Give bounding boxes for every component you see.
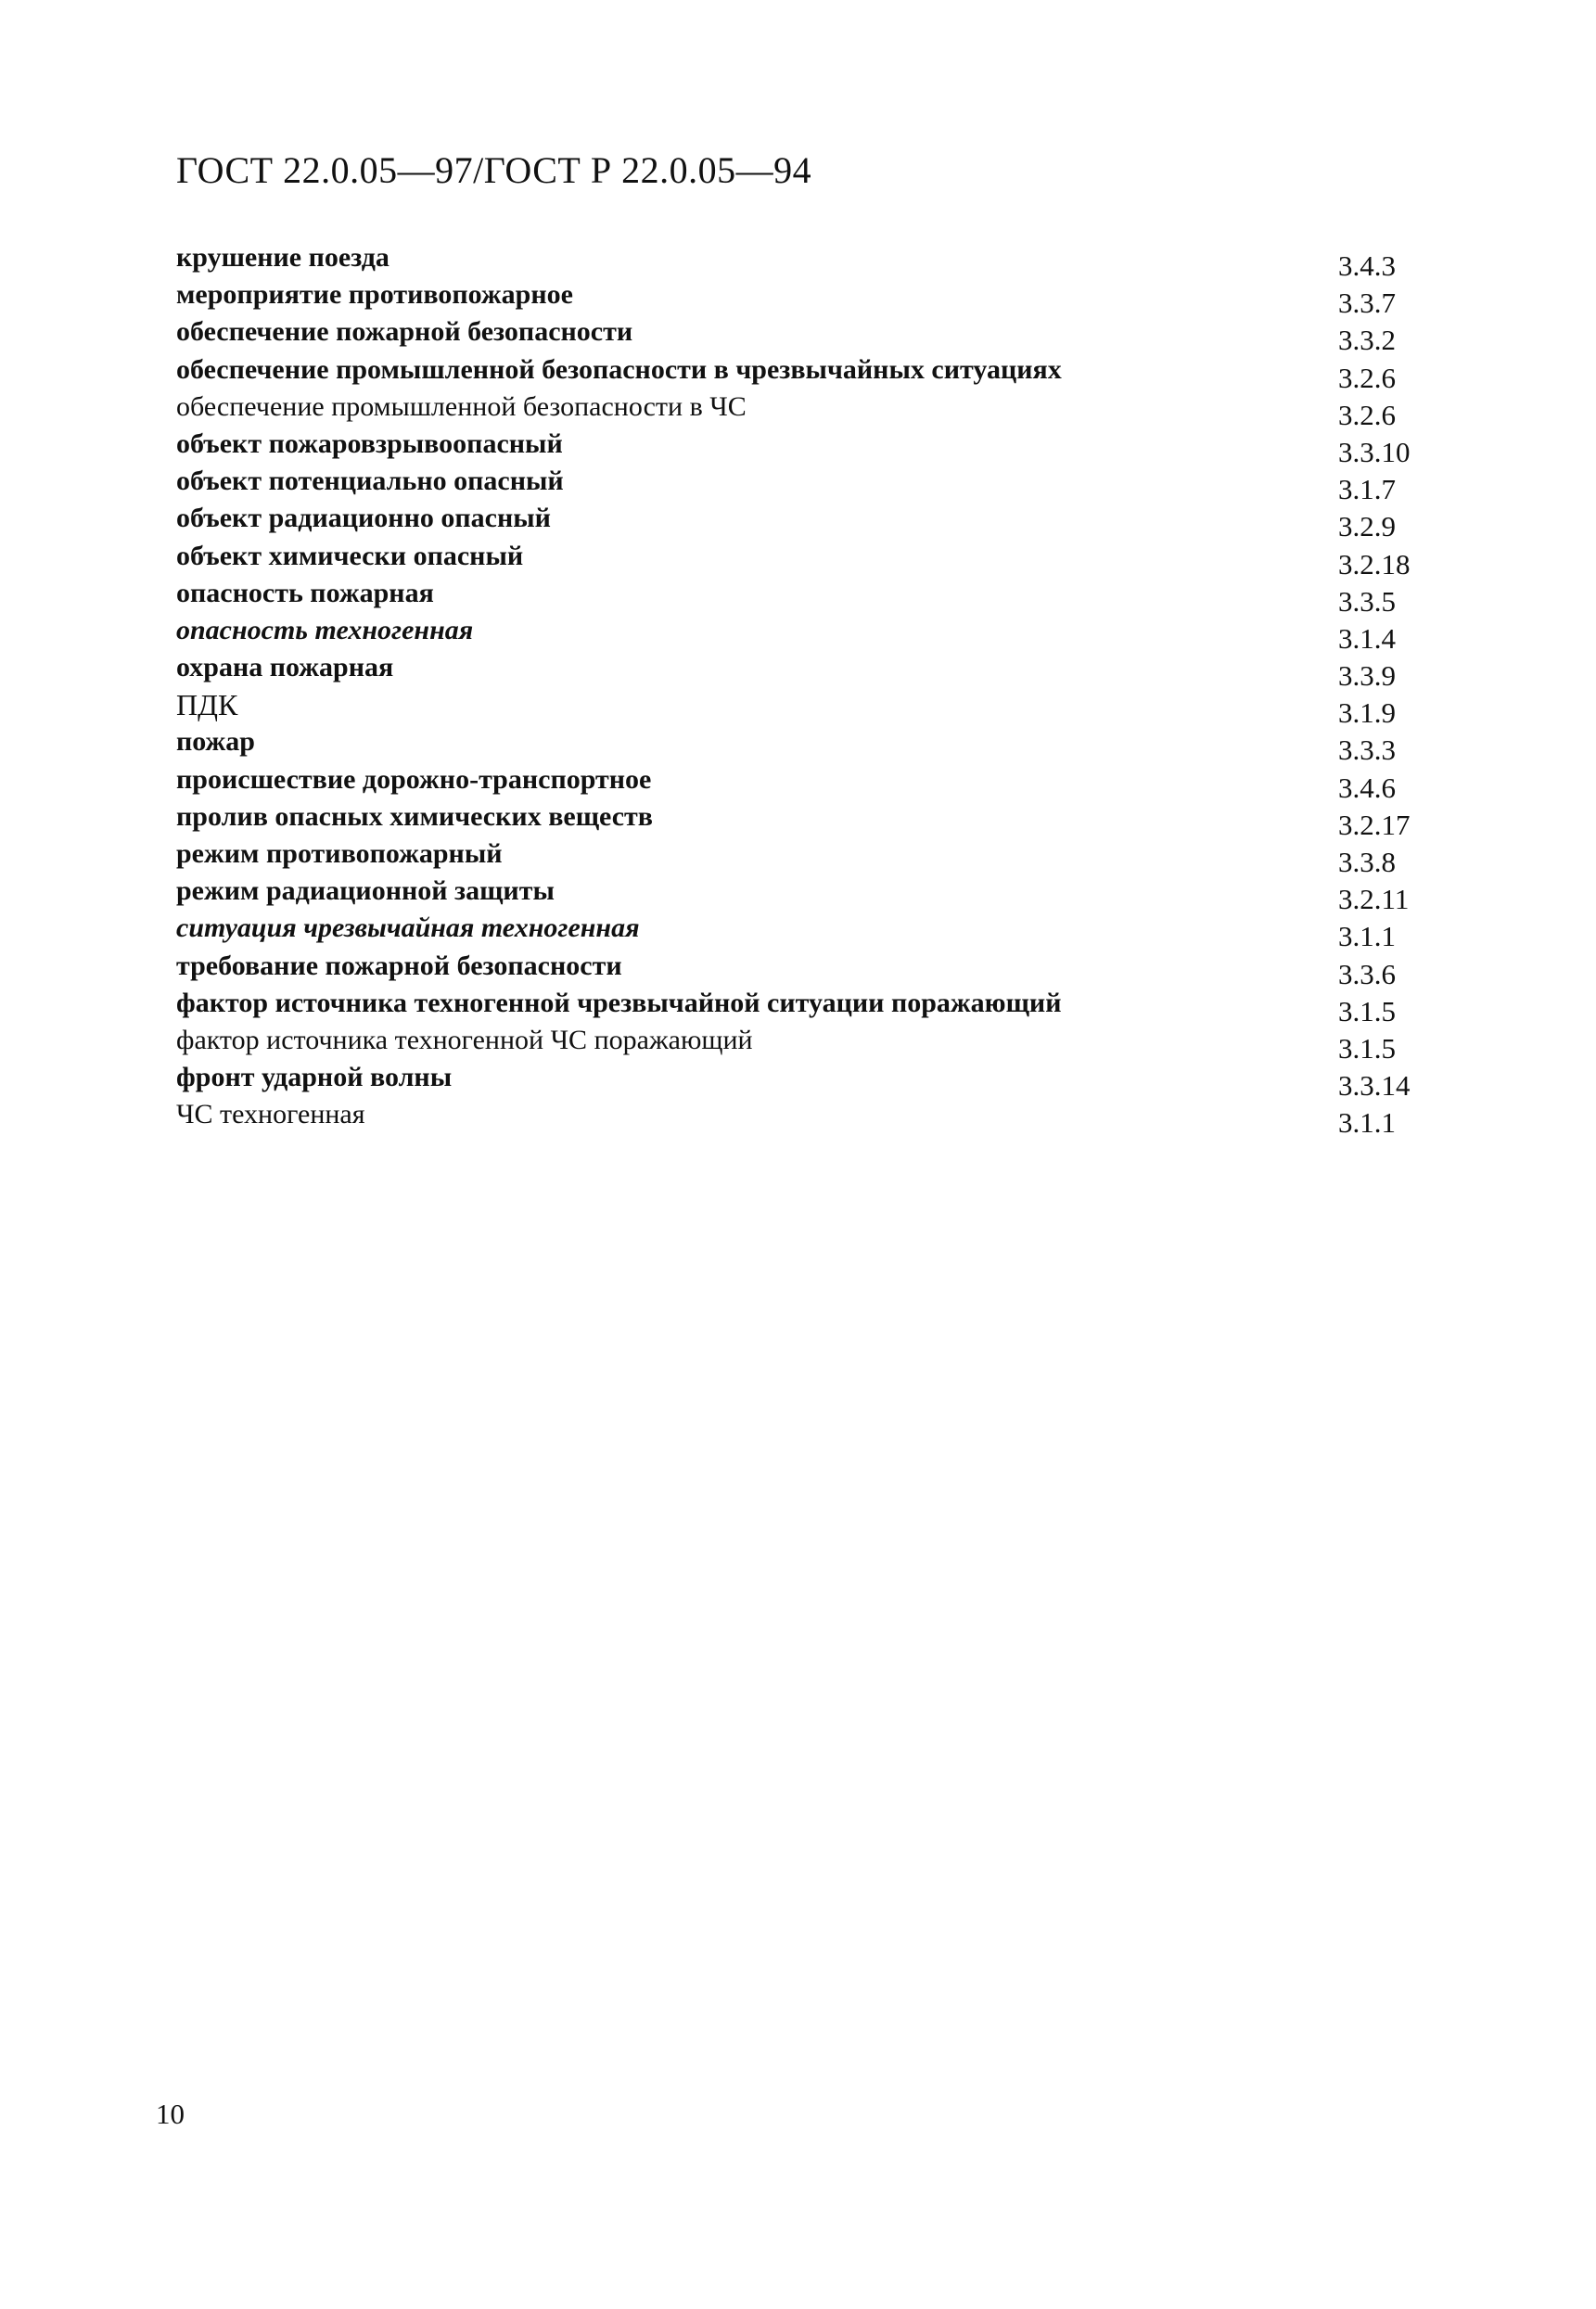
index-clause-ref: 3.3.7 [1338,287,1396,320]
index-clause-ref: 3.2.9 [1338,510,1396,543]
index-clause-ref: 3.1.5 [1338,1031,1396,1065]
index-entry [176,948,1437,990]
index-entry [176,985,1437,1027]
index-entry [176,798,1437,841]
index-term: крушение поезда [176,242,389,273]
term-index-list [176,239,1437,1140]
index-entry [176,1096,1437,1140]
index-entry [176,1022,1437,1065]
index-entry [176,723,1437,767]
index-entry [176,276,1437,320]
index-entry [176,575,1437,618]
index-clause-ref: 3.3.14 [1338,1069,1411,1103]
index-term: ЧС техногенная [176,1099,365,1130]
index-clause-ref: 3.4.3 [1338,249,1396,282]
index-term: объект потенциально опасный [176,466,564,497]
index-term: опасность пожарная [176,577,434,608]
index-clause-ref: 3.3.9 [1338,659,1396,693]
index-entry [176,612,1437,655]
index-entry [176,873,1437,916]
index-term: требование пожарной безопасности [176,950,622,981]
index-clause-ref: 3.1.4 [1338,621,1396,655]
index-clause-ref: 3.3.2 [1338,324,1396,357]
index-term: обеспечение промышленной безопасности в ЧС [176,390,747,422]
index-term: мероприятие противопожарное [176,279,573,311]
page-number: 10 [156,2098,185,2130]
index-term: опасность техногенная [176,614,474,645]
index-entry [176,426,1437,468]
index-clause-ref: 3.2.18 [1338,547,1411,580]
index-term: режим радиационной защиты [176,875,555,907]
index-clause-ref: 3.2.11 [1338,883,1410,916]
index-clause-ref: 3.3.5 [1338,584,1396,618]
index-clause-ref: 3.1.1 [1338,920,1396,953]
index-entry [176,538,1437,580]
index-clause-ref: 3.2.6 [1338,398,1396,431]
index-clause-ref: 3.3.8 [1338,846,1396,878]
index-clause-ref: 3.1.5 [1338,994,1396,1027]
index-clause-ref: 3.2.17 [1338,808,1411,841]
index-entry [176,1059,1437,1103]
index-term: фактор источника техногенной ЧС поражающий [176,1024,753,1055]
index-term: охрана пожарная [176,652,394,683]
index-entry [176,463,1437,506]
index-term: фронт ударной волны [176,1062,453,1093]
index-clause-ref: 3.3.10 [1338,435,1411,468]
index-term: фактор источника техногенной чрезвычайной ситуации поражающий [176,987,1062,1018]
index-term: обеспечение промышленной безопасности в чрезвычайных ситуациях [176,353,1062,385]
index-clause-ref: 3.1.1 [1338,1106,1396,1140]
index-term: ситуация чрезвычайная техногенная [176,912,640,944]
index-entry [176,239,1437,282]
index-entry [176,389,1437,431]
index-clause-ref: 3.1.9 [1338,696,1396,730]
index-entry [176,351,1437,394]
index-clause-ref: 3.2.6 [1338,361,1396,394]
index-term: происшествие дорожно-транспортное [176,763,652,795]
index-entry [176,761,1437,804]
index-term: объект химически опасный [176,540,524,571]
index-entry [176,313,1437,357]
index-clause-ref: 3.1.7 [1338,473,1396,506]
index-term: объект радиационно опасный [176,503,551,534]
index-clause-ref: 3.3.3 [1338,734,1396,767]
index-term: ПДК [176,688,238,722]
index-entry [176,836,1437,878]
index-clause-ref: 3.4.6 [1338,771,1396,804]
index-term: обеспечение пожарной безопасности [176,316,633,348]
index-entry [176,500,1437,543]
index-entry [176,649,1437,693]
index-clause-ref: 3.3.6 [1338,957,1396,990]
index-entry [176,910,1437,953]
document-header: ГОСТ 22.0.05—97/ГОСТ Р 22.0.05—94 [176,149,812,191]
index-term: пожар [176,726,255,758]
index-term: пролив опасных химических веществ [176,800,653,832]
index-entry [176,686,1437,730]
index-term: режим противопожарный [176,838,503,869]
index-term: объект пожаровзрывоопасный [176,427,563,459]
